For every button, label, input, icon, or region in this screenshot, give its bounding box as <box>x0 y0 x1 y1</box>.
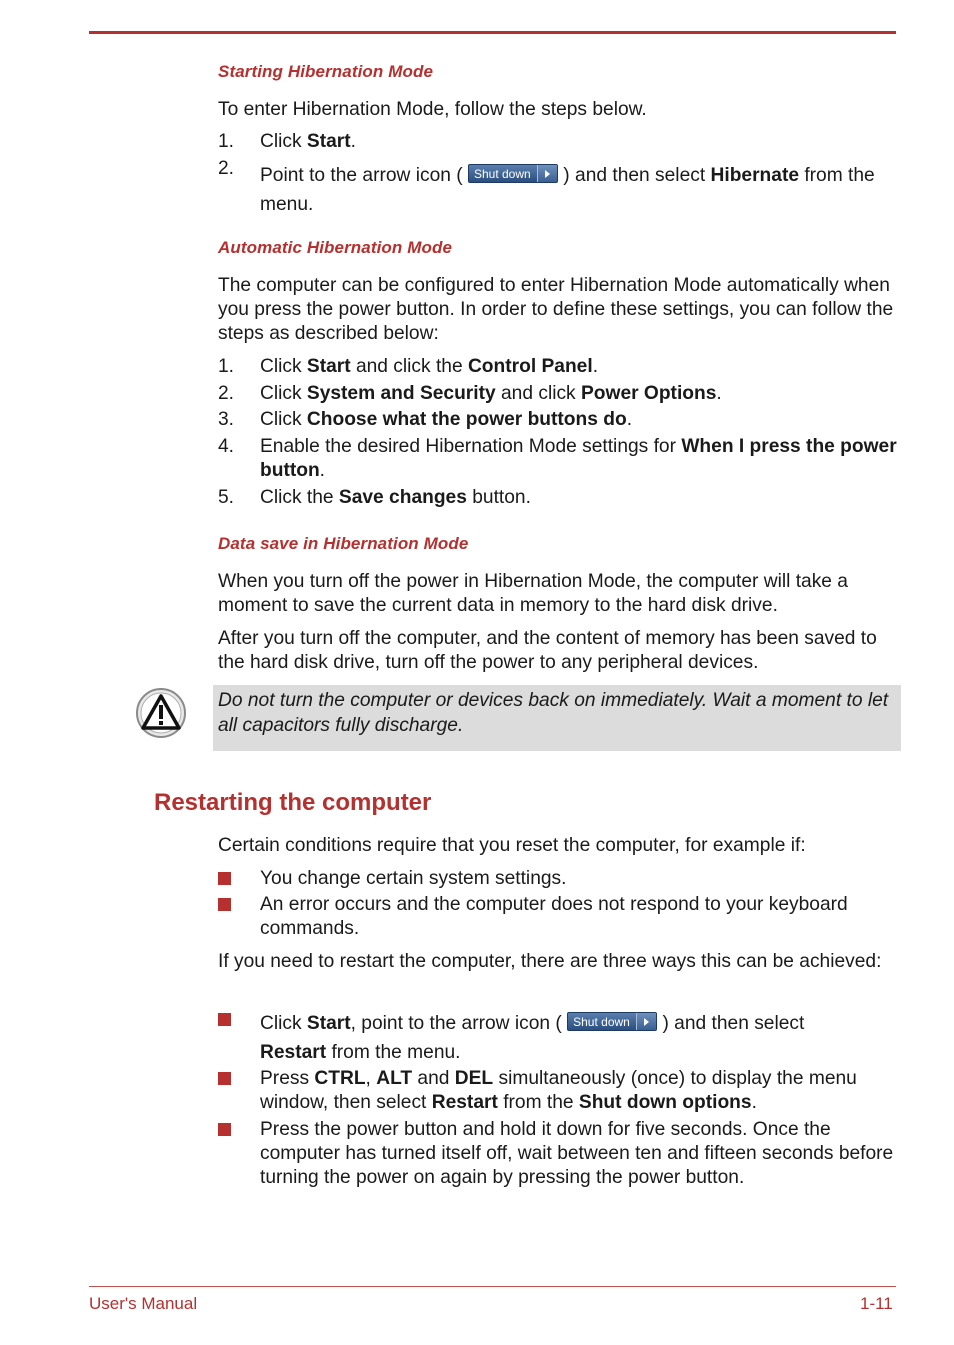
paragraph-restarting-ways: If you need to restart the computer, there are three ways this can be achieved: <box>218 951 882 972</box>
bullet-text: Click Start, point to the arrow icon ( Shut down ) and then select Restart from the menu. <box>260 1013 805 1063</box>
arrow-right-icon <box>537 165 557 182</box>
step-number: 2. <box>218 383 235 404</box>
paragraph-starting-intro: To enter Hibernation Mode, follow the steps below. <box>218 99 647 120</box>
paragraph-datasave-2: After you turn off the computer, and the content of memory has been saved to the hard disk drive, turn off the power to any peripheral devices. <box>218 628 877 673</box>
step-text: Click Start and click the Control Panel. <box>260 356 599 377</box>
paragraph-datasave-1: When you turn off the power in Hibernation Mode, the computer will take a moment to save the current data in memory to the hard disk drive. <box>218 571 848 616</box>
shutdown-button-image: Shut down <box>567 1012 657 1031</box>
bullet-text: An error occurs and the computer does not respond to your keyboard commands. <box>260 894 848 939</box>
bullet-square-icon <box>218 1013 231 1026</box>
bullet-square-icon <box>218 1123 231 1136</box>
caution-icon <box>135 687 187 739</box>
step-number: 3. <box>218 409 235 430</box>
section-title-restarting: Restarting the computer <box>154 789 432 816</box>
bullet-text: You change certain system settings. <box>260 868 567 889</box>
step-number: 4. <box>218 436 235 457</box>
arrow-right-icon <box>636 1013 656 1030</box>
step-number: 5. <box>218 487 235 508</box>
paragraph-automatic-intro: The computer can be configured to enter Hibernation Mode automatically when you press the power button. In order to define these settings, you can follow the steps as described below: <box>218 275 894 344</box>
step-number: 2. <box>218 158 235 179</box>
footer-page-number: 1-11 <box>860 1294 893 1313</box>
bullet-text: Press the power button and hold it down for five seconds. Once the computer has turned itself off, wait between ten and fifteen seconds before turning the power on again by pressing the power button. <box>260 1119 894 1188</box>
paragraph-restarting-intro: Certain conditions require that you reset the computer, for example if: <box>218 835 806 856</box>
step-text: Click Start. <box>260 131 356 152</box>
subheading-automatic: Automatic Hibernation Mode <box>218 238 452 257</box>
step-text: Enable the desired Hibernation Mode settings for When I press the power button. <box>260 436 897 481</box>
step-number: 1. <box>218 356 235 377</box>
bullet-square-icon <box>218 872 231 885</box>
footer-rule <box>89 1286 896 1287</box>
step-text: Point to the arrow icon ( Shut down ) and then select Hibernate from the menu. <box>260 165 875 215</box>
step-text: Click the Save changes button. <box>260 487 531 508</box>
shutdown-button-image: Shut down <box>468 164 558 183</box>
subheading-starting: Starting Hibernation Mode <box>218 62 433 81</box>
step-text: Click System and Security and click Power Options. <box>260 383 722 404</box>
step-number: 1. <box>218 131 235 152</box>
bullet-square-icon <box>218 898 231 911</box>
caution-text: Do not turn the computer or devices back on immediately. Wait a moment to let all capacitors fully discharge. <box>218 690 889 736</box>
subheading-datasave: Data save in Hibernation Mode <box>218 534 469 553</box>
bullet-square-icon <box>218 1072 231 1085</box>
footer-manual-title: User's Manual <box>89 1294 198 1313</box>
header-rule <box>89 31 896 34</box>
bullet-text: Press CTRL, ALT and DEL simultaneously (once) to display the menu window, then select Restart from the Shut down options. <box>260 1068 857 1113</box>
caution-box <box>213 685 901 751</box>
step-text: Click Choose what the power buttons do. <box>260 409 633 430</box>
